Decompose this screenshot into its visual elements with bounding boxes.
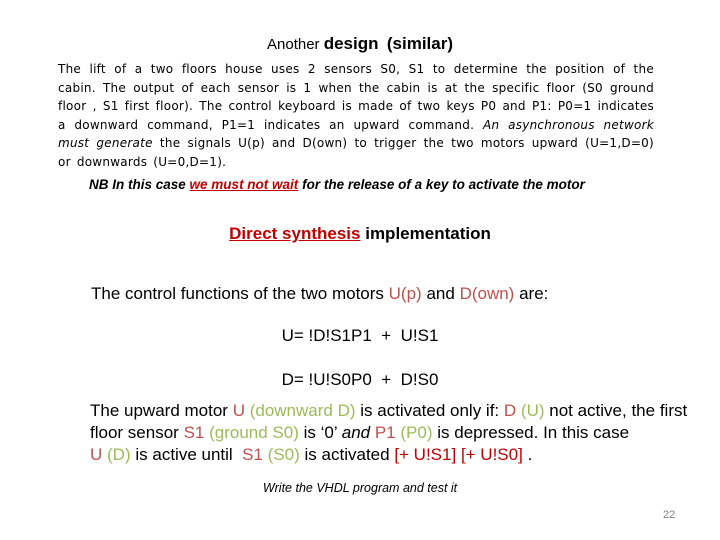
body-a5: D [503,401,517,420]
problem-text: The lift of a two floors house uses 2 sensors S0, S1 to determine the position of the cabin. The output of each sensor is 1 when the cabin is at the specific floor (S0 ground floor , S1 first floor). The control keyboard is made of two keys P0 and P1: P0=1 indicates a downward command, P1=1 indicates an upward command. [58,62,654,132]
section-heading [0,224,720,244]
equation-d: D= !U!S0P0 + D!S0 [281,370,439,389]
body-a1: The upward motor [90,401,228,420]
problem-statement [58,60,654,172]
body-b9: . [527,444,533,464]
intro-t2: and [426,284,455,303]
section-heading-red: Direct synthesis [229,224,361,243]
nb-prefix: NB In this case [89,177,186,192]
intro-u: U(p) [388,284,422,303]
page-number: 22 [663,509,676,521]
body-a7: not active, the first floor sensor [90,401,688,442]
intro-t1: The control functions of the two motors [91,284,384,303]
body-a14: is depressed. In this case [437,422,630,442]
nb-underlined: we must not wait [189,177,299,192]
title-word-design: design [323,34,379,53]
body-b2: (D) [107,444,131,464]
task-instruction: Write the VHDL program and test it [262,481,458,495]
body-a6: (U) [520,401,545,420]
nb-note [89,177,585,192]
body-b4: S1 [242,444,263,464]
equation-u: U= !D!S1P1 + U!S1 [281,326,439,345]
body-b7: [+ U!S1] [394,444,457,464]
body-b6: is activated [304,444,390,464]
body-a4: is activated only if: [360,401,500,420]
problem-italic: An asynchronous network must generate [58,117,654,151]
body-a12: P1 [374,422,396,442]
nb-suffix: for the release of a key to activate the motor [302,177,585,192]
body-a10: is ‘0’ [303,422,337,442]
title-word-another: Another [267,36,320,53]
body-a8: S1 [183,422,205,442]
control-functions-intro [91,284,548,304]
body-b5: (S0) [267,444,300,464]
explanation-text [90,400,710,465]
problem-text-2: the signals U(p) and D(own) to trigger the two motors upward (U=1,D=0) or downwards (U=0,D=1). [58,136,654,169]
body-a3: (downward D) [249,401,356,420]
body-a2: U [232,401,245,420]
body-a9: (ground S0) [209,422,299,442]
section-heading-rest: implementation [365,224,491,243]
intro-d: D(own) [459,284,515,303]
body-b3: is active until [135,444,233,464]
intro-t3: are: [519,284,549,303]
body-b1: U [90,444,103,464]
slide-title [0,34,720,54]
body-a11: and [341,422,371,442]
body-b8: [+ U!S0] [460,444,523,464]
body-a13: (P0) [400,422,433,442]
title-word-similar: (similar) [386,34,453,53]
